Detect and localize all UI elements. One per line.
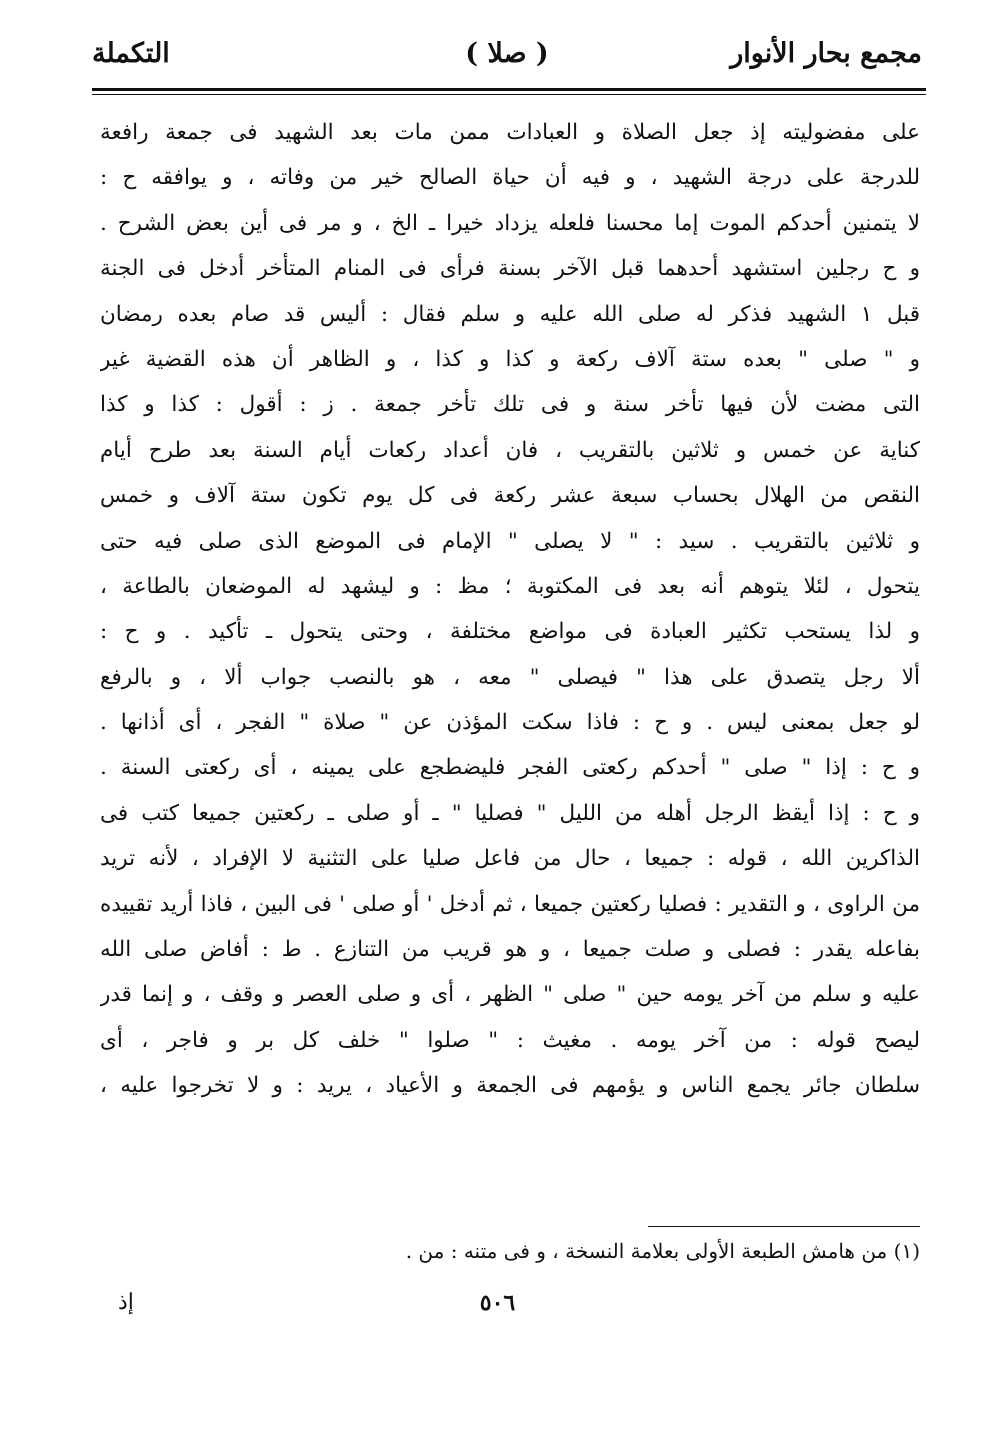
main-text (100, 110, 920, 1109)
text-line: يتحول ، لئلا يتوهم أنه بعد فى المكتوبة ؛ مظ : و ليشهد له الموضعان بالطاعة ، (100, 573, 920, 599)
text-line: قبل ١ الشهيد فذكر له صلى الله عليه و سلم فقال : أليس قد صام بعده رمضان (100, 301, 920, 327)
text-line: التى مضت لأن فيها تأخر سنة و فى تلك تأخر جمعة . ز : أقول : كذا و كذا (100, 392, 920, 418)
text-line: و ح رجلين استشهد أحدهما قبل الآخر بسنة فرأى فى المنام المتأخر أدخل فى الجنة (100, 256, 920, 282)
running-header (92, 28, 922, 90)
section-title: التكملة (92, 38, 170, 69)
text-line: ألا رجل يتصدق على هذا " فيصلى " معه ، هو بالنصب جواب ألا ، و بالرفع (100, 664, 920, 690)
text-line: من الراوى ، و التقدير : فصليا ركعتين جميعا ، ثم أدخل ' أو صلى ' فى البين ، فاذا أريد تقييده (100, 891, 920, 917)
footnote-rule (648, 1226, 920, 1227)
text-line: الذاكرين الله ، قوله : جميعا ، حال من فاعل صليا على التثنية لا الإفراد ، لأنه تريد (100, 846, 920, 872)
text-line: النقص من الهلال بحساب سبعة عشر ركعة فى كل يوم تكون ستة آلاف و خمس (100, 483, 920, 509)
text-line: و لذا يستحب تكثير العبادة فى مواضع مختلفة ، وحتى يتحول ـ تأكيد . و ح : (100, 619, 920, 645)
text-line: و " صلى " بعده ستة آلاف ركعة و كذا و كذا ، و الظاهر أن هذه القضية غير (100, 346, 920, 372)
text-line: بفاعله يقدر : فصلى و صلت جميعا ، و هو قريب من التنازع . ط : أفاض صلى الله (100, 937, 920, 963)
text-line: و ح : إذا أيقظ الرجل أهله من الليل " فصليا " ـ أو صلى ـ ركعتين جميعا كتب فى (100, 800, 920, 826)
page-number: ٥٠٦ (479, 1290, 516, 1316)
text-line: كناية عن خمس و ثلاثين بالتقريب ، فان أعداد ركعات أيام السنة بعد طرح أيام (100, 437, 920, 463)
footnote: (١) من هامش الطبعة الأولى بعلامة النسخة ، و فى متنه : من . (405, 1239, 920, 1263)
text-line: سلطان جائر يجمع الناس و يؤمهم فى الجمعة و الأعياد ، يريد : و لا تخرجوا عليه ، (100, 1073, 920, 1099)
book-title: مجمع بحار الأنوار (730, 38, 922, 69)
header-rule-thin (92, 94, 926, 95)
header-rule-thick (92, 88, 926, 91)
text-line: و ح : إذا " صلى " أحدكم ركعتى الفجر فليضطجع على يمينه ، أى ركعتى السنة . (100, 755, 920, 781)
text-line: لا يتمنين أحدكم الموت إما محسنا فلعله يزداد خيرا ـ الخ ، و مر فى أين بعض الشرح . (100, 210, 920, 236)
text-line: لو جعل بمعنى ليس . و ح : فاذا سكت المؤذن عن " صلاة " الفجر ، أى أذانها . (100, 710, 920, 736)
text-line: و ثلاثين بالتقريب . سيد : " لا يصلى " الإمام فى الموضع الذى صلى فيه حتى (100, 528, 920, 554)
text-line: عليه و سلم من آخر يومه حين " صلى " الظهر ، أى و صلى العصر و وقف ، و إنما قدر (100, 982, 920, 1008)
entry-heading: ( صلا ) (465, 38, 549, 69)
text-line: ليصح قوله : من آخر يومه . مغيث : " صلوا " خلف كل بر و فاجر ، أى (100, 1027, 920, 1053)
catchword: إذ (118, 1290, 134, 1315)
text-line: على مفضوليته إذ جعل الصلاة و العبادات ممن مات بعد الشهيد فى جمعة رافعة (100, 120, 920, 145)
text-line: للدرجة على درجة الشهيد ، و فيه أن حياة الصالح خير من وفاته ، و يوافقه ح : (100, 165, 920, 191)
